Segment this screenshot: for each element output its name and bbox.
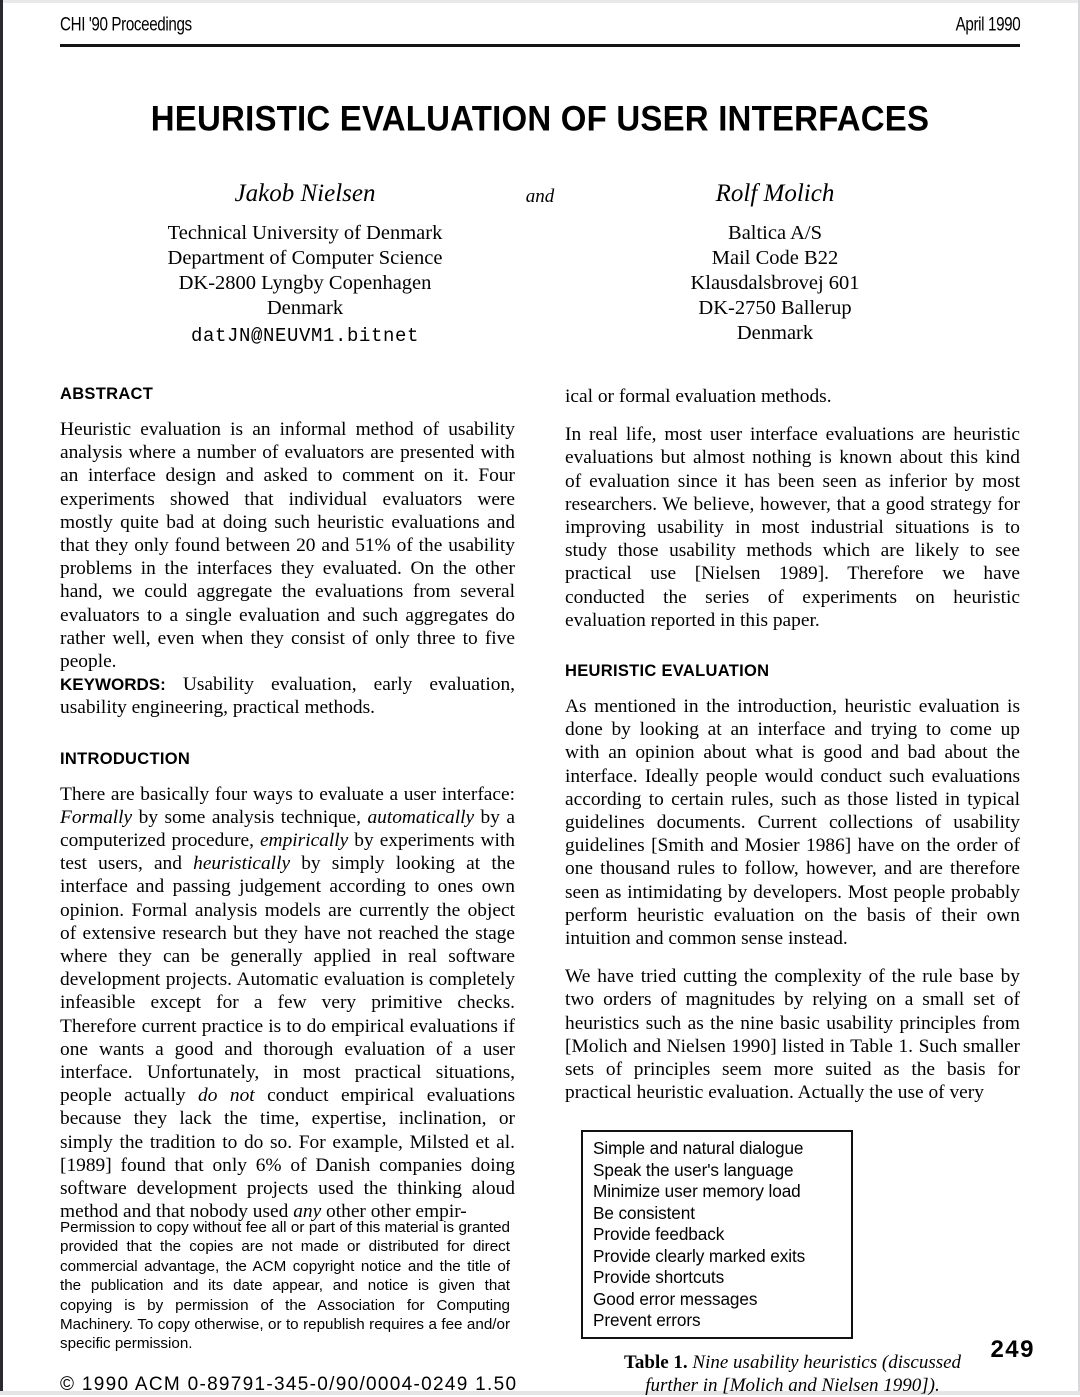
author-right-affil-line: DK-2750 Ballerup — [698, 297, 852, 319]
author-separator: and — [525, 186, 555, 207]
page-title: HEURISTIC EVALUATION OF USER INTERFACES — [150, 98, 930, 139]
copyright-line: © 1990 ACM 0-89791-345-0/90/0004-0249 1.50 — [60, 1373, 518, 1395]
intro-emph: any — [293, 1201, 322, 1223]
keywords-paragraph — [60, 673, 515, 719]
author-right — [595, 180, 955, 346]
intro-emph: automatically — [367, 806, 475, 828]
author-right-affil-line: Mail Code B22 — [711, 247, 839, 269]
author-left-affil-line: Technical University of Denmark — [167, 222, 443, 244]
running-head-left: CHI '90 Proceedings — [60, 14, 192, 36]
author-left-affil-line: DK-2800 Lyngby Copenhagen — [178, 272, 432, 294]
heuristic-item: Speak the user's language — [593, 1159, 794, 1180]
real-life-paragraph: In real life, most user interface evaluations are heuristic evaluations but almost nothing is known about this kind of evaluation since it has been seen as inferior by most researchers. We believe, however, that a good strategy for improving usability in most industrial situations is to study those usability methods which are likely to see practical use [Nielsen 1989]. Therefore we have conducted the series of experiments on heuristic evaluation reported in this paper. — [565, 424, 1020, 631]
heuristic-item: Simple and natural dialogue — [593, 1138, 804, 1159]
author-right-affil-line: Denmark — [736, 322, 814, 344]
permission-notice — [60, 1218, 518, 1396]
author-right-affil-line: Klausdalsbrovej 601 — [690, 272, 860, 294]
intro-seg: by simply looking at the interface and passing judgement according to ones own opinion. Formal analysis models are currently the object of extensive research but they have not reached the stage where they can be generally applied in real software development projects. Automatic evaluation is completely infeasible except for a few very primitive checks. Therefore current practice is to do empirical evaluations if one wants a good and thorough evaluation of a user interface. Unfortunately, in most practical situations, people actually — [60, 853, 516, 1107]
keywords-label: KEYWORDS: — [60, 675, 166, 695]
intro-seg: by a computerized procedure, — [60, 806, 515, 852]
intro-emph: heuristically — [193, 853, 291, 875]
introduction-paragraph — [60, 783, 515, 1224]
heuristic-item: Provide clearly marked exits — [593, 1245, 806, 1266]
introduction-heading: INTRODUCTION — [60, 749, 191, 768]
abstract-text: Heuristic evaluation is an informal method of usability analysis where a number of evaluators are presented with an interface design and asked to comment on it. Four experiments showed that individual evaluators were mostly quite bad at doing such heuristic evaluations and that they only found between 20 and 51% of the usability problems in the interfaces they evaluated. On the other hand, we could aggregate the evaluations from several evaluators to a single evaluation and such aggregates do rather well, even when they consist of only three to five people. — [60, 419, 515, 673]
heuristic-evaluation-heading: HEURISTIC EVALUATION — [565, 662, 770, 681]
table-caption-label: Table 1. — [623, 1351, 688, 1373]
header-rule — [60, 44, 1020, 47]
table-caption-line1: Nine usability heuristics (discussed — [687, 1351, 962, 1373]
author-left-affil-line: Denmark — [266, 297, 344, 319]
intro-emph: empirically — [259, 830, 349, 852]
heuristic-item: Prevent errors — [593, 1310, 701, 1331]
intro-seg: by experiments with test users, and — [60, 830, 515, 875]
permission-text: Permission to copy without fee all or part of this material is granted provided that the copies are not made or distributed for direct commercial advantage, the ACM copyright notice and the title of the publication and its date appear, and notice is given that copying is by permission of the Association for Computing Machinery. To copy otherwise, or to republish requires a fee and/or specific permission. — [60, 1219, 510, 1353]
we-have-tried-paragraph: We have tried cutting the complexity of the rule base by two orders of magnitudes by relying on a small set of heuristics such as the nine basic usability principles from [Molich and Nielsen 1990] listed in Table 1. Such smaller sets of principles seem more suited as the basis for practical heuristic evaluation. Actually the use of very — [565, 966, 1020, 1104]
table-caption-line2: further in [Molich and Nielsen 1990]). — [645, 1374, 940, 1396]
right-column — [565, 385, 1020, 1397]
intro-seg: other other empir- — [321, 1201, 467, 1223]
author-block — [60, 180, 1020, 350]
author-right-affil-line: Baltica A/S — [728, 222, 822, 244]
heuristics-table — [581, 1130, 853, 1339]
author-left-email: datJN@NEUVM1.bitnet — [190, 325, 420, 347]
running-head-right: April 1990 — [955, 14, 1020, 36]
intro-emph: do not — [198, 1085, 255, 1107]
continuation-text: ical or formal evaluation methods. — [565, 386, 832, 407]
intro-emph: Formally — [60, 806, 133, 828]
author-left-affil-line: Department of Computer Science — [167, 247, 443, 269]
author-right-name: Rolf Molich — [715, 180, 835, 207]
table-caption — [565, 1351, 1020, 1397]
intro-seg: There are basically four ways to evaluate a user interface: — [60, 783, 515, 805]
heuristic-item: Be consistent — [593, 1202, 695, 1223]
intro-seg: by some analysis technique, — [132, 806, 368, 828]
author-left — [125, 180, 485, 350]
page-number: 249 — [990, 1336, 1035, 1363]
heuristic-item: Minimize user memory load — [593, 1181, 801, 1202]
heuristic-item: Good error messages — [593, 1288, 758, 1309]
author-left-name: Jakob Nielsen — [234, 180, 376, 207]
heuristic-item: Provide feedback — [593, 1224, 725, 1245]
keywords-text: Usability evaluation, early evaluation, usability engineering, practical methods. — [60, 674, 515, 719]
heuristic-item: Provide shortcuts — [593, 1267, 725, 1288]
abstract-heading: ABSTRACT — [60, 385, 154, 403]
as-mentioned-paragraph: As mentioned in the introduction, heuristic evaluation is done by looking at an interface and trying to come up with an opinion about what is good and bad about the interface. Ideally people would conduct such evaluations according to certain rules, such as those listed in typical guidelines documents. Current collections of usability guidelines [Smith and Mosier 1986] have on the order of one thousand rules to follow, however, and are therefore seen as intimidating by developers. Most people probably perform heuristic evaluation on the basis of their own intuition and common sense instead. — [565, 696, 1020, 950]
running-head — [60, 0, 1020, 60]
intro-seg: conduct empirical evaluations because they lack the time, expertise, inclination, or simply the tradition to do so. For example, Milsted et al. [1989] found that only 6% of Danish companies doing software development projects used the thinking aloud method and that nobody used — [60, 1085, 515, 1223]
